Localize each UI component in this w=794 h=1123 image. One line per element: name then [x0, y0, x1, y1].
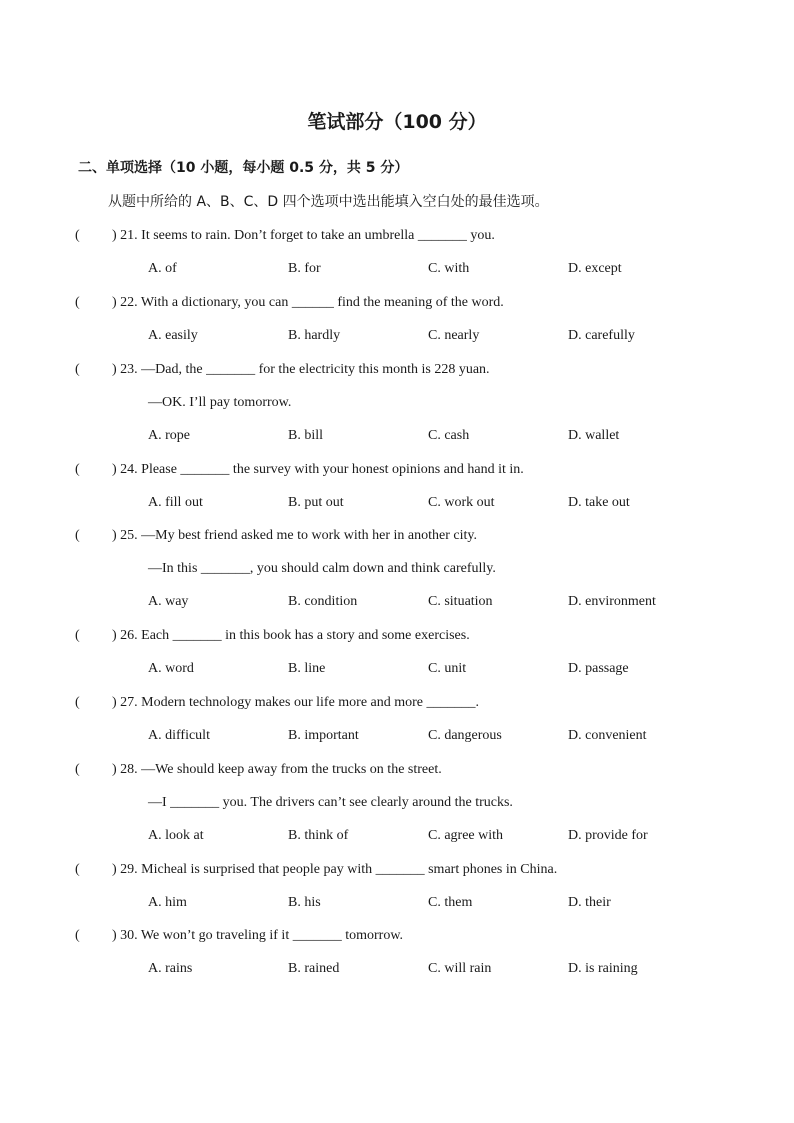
option-c[interactable]: C. dangerous [428, 728, 502, 743]
option-d[interactable]: D. passage [568, 661, 629, 676]
option-b[interactable]: B. important [288, 728, 359, 743]
question-text: ) 24. Please _______ the survey with your honest opinions and hand it in. [112, 462, 524, 477]
question-text: ) 23. —Dad, the _______ for the electricity this month is 228 yuan. [112, 362, 490, 377]
option-b[interactable]: B. put out [288, 495, 344, 510]
instruction-text: 从题中所给的 A、B、C、D 四个选项中选出能填入空白处的最佳选项。 [108, 194, 549, 210]
option-c[interactable]: C. cash [428, 428, 470, 443]
dialogue-line: —I _______ you. The drivers can’t see clearly around the trucks. [148, 795, 513, 810]
option-a[interactable]: A. rains [148, 961, 193, 976]
answer-bracket[interactable]: ( [75, 462, 80, 477]
option-d[interactable]: D. environment [568, 594, 656, 609]
option-b[interactable]: B. think of [288, 828, 349, 843]
option-c[interactable]: C. agree with [428, 828, 504, 843]
question-text: ) 25. —My best friend asked me to work with her in another city. [112, 528, 477, 543]
option-b[interactable]: B. hardly [288, 328, 341, 343]
question-text: ) 30. We won’t go traveling if it _______ tomorrow. [112, 928, 404, 943]
answer-bracket[interactable]: ( [75, 228, 80, 243]
answer-bracket[interactable]: ( [75, 295, 80, 310]
option-b[interactable]: B. for [288, 261, 321, 276]
option-a[interactable]: A. of [148, 261, 177, 276]
option-d[interactable]: D. convenient [568, 728, 647, 743]
option-a[interactable]: A. fill out [148, 495, 203, 510]
question-text: ) 21. It seems to rain. Don’t forget to take an umbrella _______ you. [112, 228, 495, 243]
question-text: ) 27. Modern technology makes our life more and more _______. [112, 695, 480, 710]
option-b[interactable]: B. condition [288, 594, 358, 609]
answer-bracket[interactable]: ( [75, 362, 80, 377]
answer-bracket[interactable]: ( [75, 762, 80, 777]
option-c[interactable]: C. work out [428, 495, 495, 510]
question-text: ) 29. Micheal is surprised that people pay with _______ smart phones in China. [112, 862, 558, 877]
option-c[interactable]: C. unit [428, 661, 467, 676]
option-b[interactable]: B. rained [288, 961, 340, 976]
option-b[interactable]: B. bill [288, 428, 324, 443]
option-d[interactable]: D. wallet [568, 428, 620, 443]
option-a[interactable]: A. rope [148, 428, 190, 443]
option-a[interactable]: A. easily [148, 328, 198, 343]
option-d[interactable]: D. provide for [568, 828, 648, 843]
option-a[interactable]: A. look at [148, 828, 204, 843]
question-text: ) 28. —We should keep away from the trucks on the street. [112, 762, 442, 777]
option-d[interactable]: D. carefully [568, 328, 635, 343]
option-d[interactable]: D. is raining [568, 961, 638, 976]
dialogue-line: —OK. I’ll pay tomorrow. [148, 395, 292, 410]
option-c[interactable]: C. them [428, 895, 473, 910]
answer-bracket[interactable]: ( [75, 628, 80, 643]
question-text: ) 22. With a dictionary, you can ______ find the meaning of the word. [112, 295, 504, 310]
answer-bracket[interactable]: ( [75, 928, 80, 943]
option-a[interactable]: A. way [148, 594, 189, 609]
option-c[interactable]: C. situation [428, 594, 493, 609]
option-a[interactable]: A. word [148, 661, 194, 676]
option-c[interactable]: C. with [428, 261, 470, 276]
option-b[interactable]: B. his [288, 895, 321, 910]
option-d[interactable]: D. take out [568, 495, 630, 510]
option-c[interactable]: C. will rain [428, 961, 492, 976]
option-c[interactable]: C. nearly [428, 328, 480, 343]
option-a[interactable]: A. difficult [148, 728, 210, 743]
answer-bracket[interactable]: ( [75, 695, 80, 710]
dialogue-line: —In this _______, you should calm down and think carefully. [148, 561, 496, 576]
answer-bracket[interactable]: ( [75, 528, 80, 543]
section-heading: 二、单项选择（10 小题，每小题 0.5 分，共 5 分） [78, 160, 409, 176]
option-a[interactable]: A. him [148, 895, 187, 910]
option-d[interactable]: D. their [568, 895, 611, 910]
question-text: ) 26. Each _______ in this book has a story and some exercises. [112, 628, 470, 643]
page-title: 笔试部分（100 分） [307, 111, 487, 133]
option-b[interactable]: B. line [288, 661, 326, 676]
answer-bracket[interactable]: ( [75, 862, 80, 877]
option-d[interactable]: D. except [568, 261, 622, 276]
